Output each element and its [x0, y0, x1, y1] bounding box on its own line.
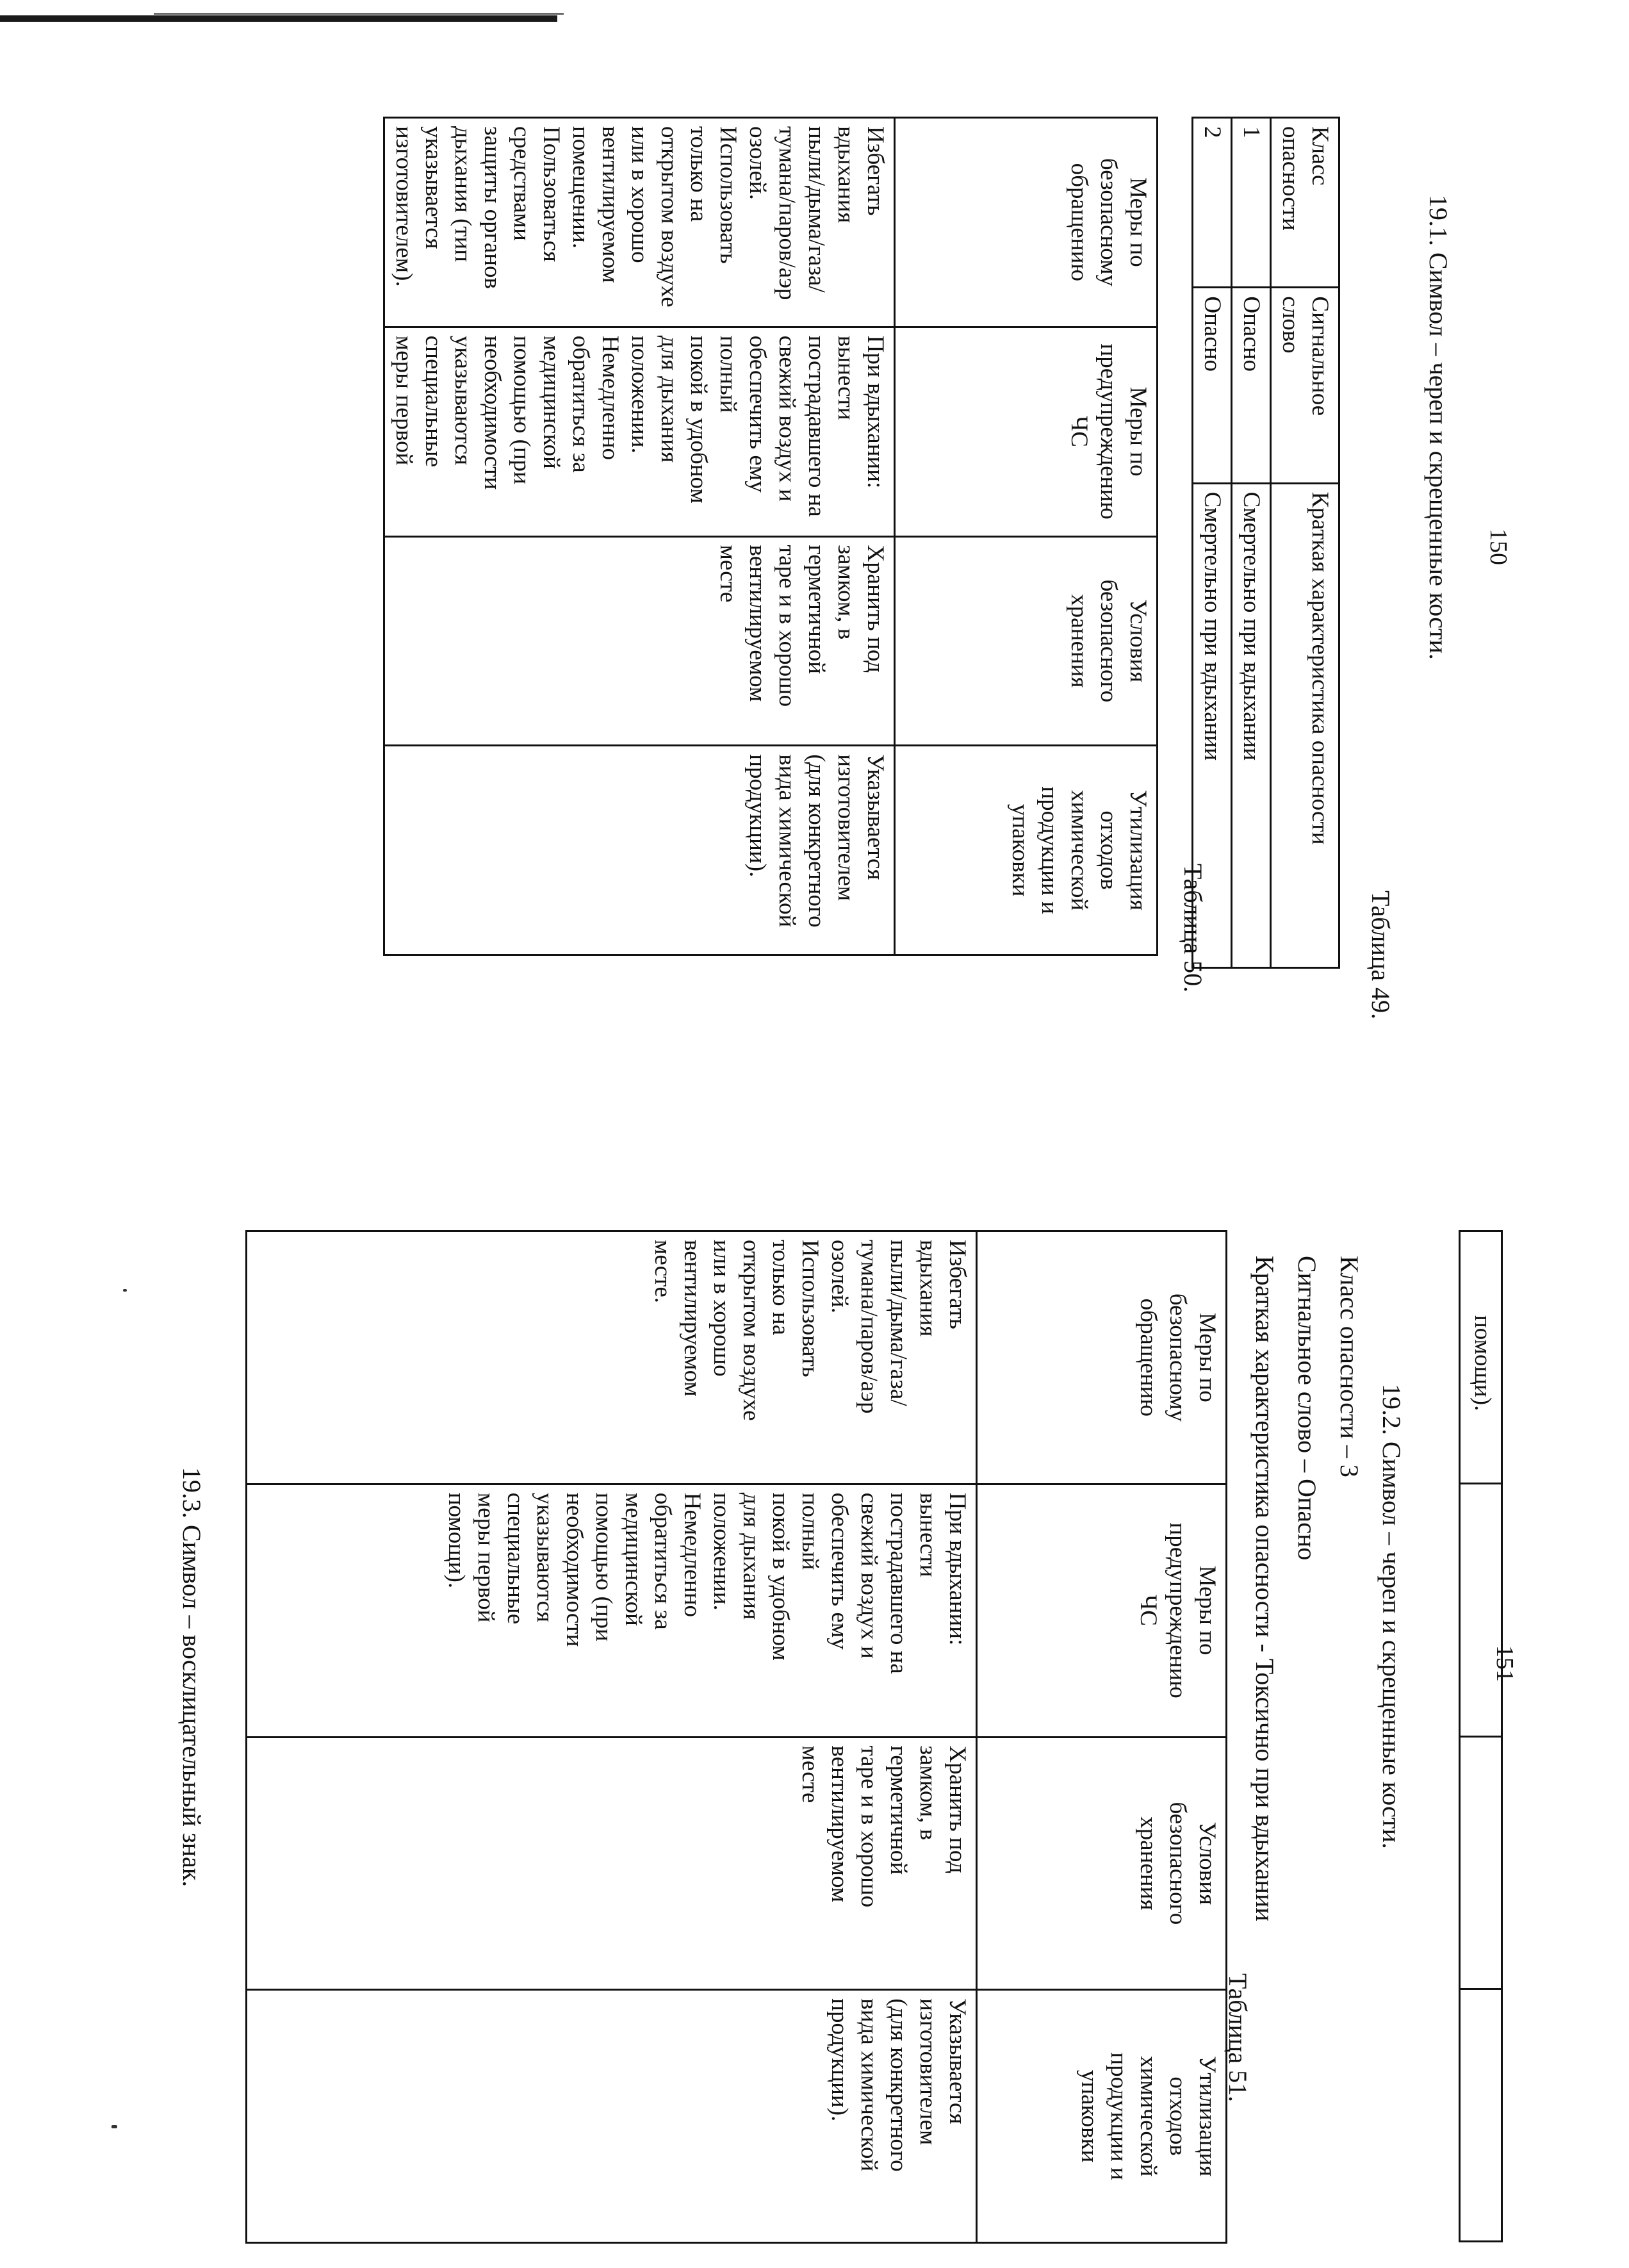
- continuation-cell-empty: [1460, 1736, 1502, 1989]
- table51-cell: Указывается изготовителем (для конкретного вида химической продукции).: [247, 1990, 977, 2243]
- table51-header-cell: Меры по предупреждению ЧС: [977, 1484, 1227, 1737]
- scan-edge-bar: [0, 15, 557, 22]
- scan-speck: [123, 1289, 127, 1292]
- table50-header-cell: Меры по безопасному обращению: [895, 118, 1158, 327]
- scan-edge-line: [154, 13, 564, 15]
- table49-header-cell: Краткая характеристика опасности: [1271, 483, 1339, 967]
- table51: [245, 1230, 1227, 2244]
- table49-caption: Таблица 49.: [1366, 891, 1395, 1020]
- table50-cell: Хранить под замком, в герметичной таре и в хорошо вентилируемом месте: [384, 536, 895, 746]
- table49-cell: Опасно: [1232, 288, 1271, 483]
- section-19-1-heading: 19.1. Символ – череп и скрещенные кости.: [1424, 195, 1453, 660]
- table49-cell: Опасно: [1193, 288, 1232, 483]
- continuation-cell-empty: [1460, 1484, 1502, 1736]
- page-number-left: 150: [1485, 529, 1512, 565]
- class-line: Класс опасности – 3: [1335, 1256, 1364, 1477]
- page-number-right: 151: [1491, 1645, 1518, 1682]
- table51-caption: Таблица 51.: [1224, 1973, 1252, 2103]
- section-19-2-heading: 19.2. Символ – череп и скрещенные кости.: [1377, 1384, 1406, 1849]
- table50-row: [384, 118, 895, 955]
- table49-cell: 1: [1232, 118, 1271, 288]
- table51-cell: Хранить под замком, в герметичной таре и в хорошо вентилируемом месте: [247, 1737, 977, 1990]
- table50-header-cell: Утилизация отходов химической продукции и упаковки: [895, 746, 1158, 955]
- table50-cell: Избегать вдыхания пыли/дыма/газа/ тумана/паров/аэр озолей. Использовать только на открытом воздухе или в хорошо вентилируемом помещении. Пользоваться средствами защиты органов дыхания (тип указывается изготовителем).: [384, 118, 895, 327]
- scan-speck: [111, 2125, 117, 2128]
- continuation-table: [1459, 1230, 1503, 2242]
- section-19-3-heading: 19.3. Символ – восклицательный знак.: [177, 1467, 206, 1887]
- table49-row: [1232, 118, 1271, 968]
- table49: [1191, 117, 1340, 969]
- table50-caption: Таблица 50.: [1179, 864, 1207, 993]
- table50-header-row: [895, 118, 1158, 955]
- hazard-line: Краткая характеристика опасности - Токсично при вдыхании: [1250, 1256, 1279, 1921]
- table51-header-cell: Меры по безопасному обращению: [977, 1231, 1227, 1484]
- continuation-cell-empty: [1460, 1989, 1502, 2241]
- table50-cell: При вдыхании: вынести пострадавшего на свежий воздух и обеспечить ему полный покой в удобном для дыхания положении. Немедленно обратиться за медицинской помощью (при необходимости указываются специальные меры первой: [384, 327, 895, 536]
- table49-header-row: [1271, 118, 1339, 968]
- table49-cell: Смертельно при вдыхании: [1193, 483, 1232, 967]
- table51-row: [247, 1231, 977, 2243]
- table51-header-cell: Утилизация отходов химической продукции и упаковки: [977, 1990, 1227, 2243]
- table51-header-row: [977, 1231, 1227, 2243]
- continuation-row: [1460, 1231, 1502, 2242]
- table50-header-cell: Условия безопасного хранения: [895, 536, 1158, 746]
- table49-header-cell: Сигнальное слово: [1271, 288, 1339, 483]
- table51-header-cell: Условия безопасного хранения: [977, 1737, 1227, 1990]
- table49-header-cell: Класс опасности: [1271, 118, 1339, 288]
- table50: [383, 117, 1158, 956]
- table51-cell: При вдыхании: вынести пострадавшего на свежий воздух и обеспечить ему полный покой в удобном для дыхания положении. Немедленно обратиться за медицинской помощью (при необходимости указываются специальные меры первой помощи).: [247, 1484, 977, 1737]
- table49-row: [1193, 118, 1232, 968]
- table49-cell: Смертельно при вдыхании: [1232, 483, 1271, 967]
- table49-cell: 2: [1193, 118, 1232, 288]
- signal-line: Сигнальное слово – Опасно: [1293, 1256, 1322, 1561]
- section-19-2-block: [1243, 1256, 1412, 1921]
- continuation-cell: помощи).: [1460, 1231, 1502, 1484]
- table51-cell: Избегать вдыхания пыли/дыма/газа/ тумана/паров/аэр озолей. Использовать только на открытом воздухе или в хорошо вентилируемом месте.: [247, 1231, 977, 1484]
- table50-cell: Указывается изготовителем (для конкретного вида химической продукции).: [384, 746, 895, 955]
- table50-header-cell: Меры по предупреждению ЧС: [895, 327, 1158, 536]
